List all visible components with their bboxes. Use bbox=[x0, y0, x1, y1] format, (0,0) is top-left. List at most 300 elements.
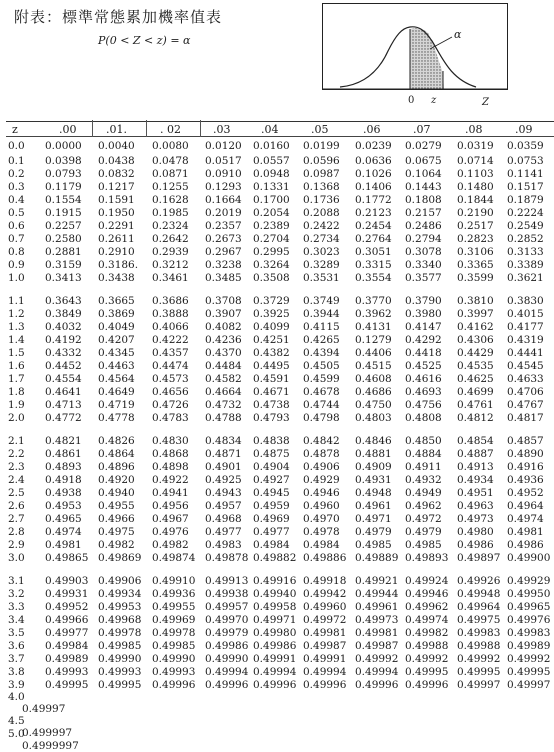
table-cell: 0.49900 bbox=[507, 552, 551, 564]
table-cell: 0.49882 bbox=[253, 552, 297, 564]
table-cell: 0.1950 bbox=[98, 207, 135, 219]
table-cell: 0.3810 bbox=[457, 295, 494, 307]
table-cell: 0.4906 bbox=[303, 461, 340, 473]
row-z-value: 0.1 bbox=[8, 155, 25, 167]
table-cell: 0.3665 bbox=[98, 295, 135, 307]
table-cell: 0.0557 bbox=[253, 155, 290, 167]
table-cell: 0.49989 bbox=[507, 640, 551, 652]
table-cell: 0.4525 bbox=[405, 360, 442, 372]
table-cell: 0.49986 bbox=[205, 640, 249, 652]
table-cell: 0.1915 bbox=[45, 207, 82, 219]
row-z-value: 3.5 bbox=[8, 627, 25, 639]
table-cell: 0.4929 bbox=[303, 474, 340, 486]
table-cell: 0.4968 bbox=[205, 513, 242, 525]
table-cell: 0.4964 bbox=[507, 500, 544, 512]
table-cell: 0.2939 bbox=[152, 246, 189, 258]
table-cell: 0.49994 bbox=[355, 666, 399, 678]
table-cell: 0.4812 bbox=[457, 412, 494, 424]
table-cell: 0.4591 bbox=[253, 373, 290, 385]
table-cell: 0.4535 bbox=[457, 360, 494, 372]
table-cell: 0.49995 bbox=[98, 679, 142, 691]
normal-curve-figure bbox=[322, 3, 508, 108]
table-cell: 0.49981 bbox=[303, 627, 347, 639]
table-cell: 0.4857 bbox=[507, 435, 544, 447]
table-cell: 0.4941 bbox=[152, 487, 189, 499]
table-cell: 0.49981 bbox=[355, 627, 399, 639]
table-cell: 0.4793 bbox=[253, 412, 290, 424]
table-cell: 0.4382 bbox=[253, 347, 290, 359]
table-cell: 0.49918 bbox=[303, 575, 347, 587]
table-cell: 0.4236 bbox=[205, 334, 242, 346]
row-z-value: 2.8 bbox=[8, 526, 25, 538]
table-cell: 0.49996 bbox=[303, 679, 347, 691]
row-z-value: 1.1 bbox=[8, 295, 25, 307]
table-cell: 0.2673 bbox=[205, 233, 242, 245]
table-cell: 0.4970 bbox=[303, 513, 340, 525]
table-cell: 0.4495 bbox=[253, 360, 290, 372]
row-z-value: 2.5 bbox=[8, 487, 25, 499]
table-cell: 0.4850 bbox=[405, 435, 442, 447]
table-cell: 0.4875 bbox=[253, 448, 290, 460]
row-z-value: 2.4 bbox=[8, 474, 25, 486]
table-cell: 0.1293 bbox=[205, 181, 242, 193]
header-separator bbox=[146, 120, 147, 137]
table-cell: 0.2967 bbox=[205, 246, 242, 258]
page-title: 附表：標準常態累加機率值表 bbox=[14, 8, 223, 26]
table-cell: 0.4893 bbox=[45, 461, 82, 473]
table-cell: 0.4699 bbox=[457, 386, 494, 398]
table-cell: 0.1736 bbox=[303, 194, 340, 206]
table-cell: 0.49893 bbox=[405, 552, 449, 564]
table-cell: 0.4920 bbox=[98, 474, 135, 486]
table-cell: 0.49997 bbox=[507, 679, 551, 691]
table-cell: 0.4222 bbox=[152, 334, 189, 346]
table-cell: 0.4429 bbox=[457, 347, 494, 359]
table-cell: 0.2454 bbox=[355, 220, 392, 232]
table-cell: 0.2910 bbox=[98, 246, 135, 258]
column-header: .09 bbox=[515, 123, 533, 136]
table-cell: 0.4936 bbox=[507, 474, 544, 486]
table-cell: 0.4162 bbox=[457, 321, 494, 333]
table-cell: 0.4332 bbox=[45, 347, 82, 359]
table-cell: 0.4983 bbox=[205, 539, 242, 551]
column-header: .03 bbox=[213, 123, 231, 136]
table-cell: 0.4418 bbox=[405, 347, 442, 359]
table-cell: 0.1628 bbox=[152, 194, 189, 206]
table-cell: 0.4949 bbox=[405, 487, 442, 499]
table-cell: 0.3621 bbox=[507, 272, 544, 284]
table-cell: 0.4884 bbox=[405, 448, 442, 460]
table-cell: 0.0359 bbox=[507, 140, 544, 152]
table-cell: 0.49960 bbox=[303, 601, 347, 613]
table-cell: 0.49991 bbox=[253, 653, 297, 665]
table-cell: 0.4846 bbox=[355, 435, 392, 447]
table-cell: 0.49996 bbox=[205, 679, 249, 691]
table-cell: 0.49938 bbox=[205, 588, 249, 600]
row-z-value: 0.8 bbox=[8, 246, 25, 258]
table-cell: 0.4192 bbox=[45, 334, 82, 346]
table-cell: 0.4678 bbox=[303, 386, 340, 398]
table-cell: 0.2088 bbox=[303, 207, 340, 219]
table-cell: 0.4406 bbox=[355, 347, 392, 359]
table-cell: 0.2422 bbox=[303, 220, 340, 232]
table-cell: 0.4980 bbox=[457, 526, 494, 538]
table-cell: 0.49990 bbox=[205, 653, 249, 665]
table-cell: 0.49924 bbox=[405, 575, 449, 587]
table-cell: 0.2823 bbox=[457, 233, 494, 245]
table-cell: 0.4868 bbox=[152, 448, 189, 460]
table-cell: 0.4981 bbox=[507, 526, 544, 538]
table-cell: 0.4756 bbox=[405, 399, 442, 411]
row-z-value: 1.7 bbox=[8, 373, 25, 385]
table-cell: 0.49972 bbox=[303, 614, 347, 626]
row-z-value: 2.3 bbox=[8, 461, 25, 473]
row-z-value: 1.8 bbox=[8, 386, 25, 398]
table-cell: 0.4974 bbox=[507, 513, 544, 525]
table-cell: 0.4049 bbox=[98, 321, 135, 333]
header-separator bbox=[92, 120, 93, 137]
table-cell: 0.4985 bbox=[355, 539, 392, 551]
table-cell: 0.0319 bbox=[457, 140, 494, 152]
table-cell: 0.49992 bbox=[405, 653, 449, 665]
table-cell: 0.4999997 bbox=[22, 740, 79, 752]
table-cell: 0.4984 bbox=[253, 539, 290, 551]
Z-axis-label: Z bbox=[482, 97, 489, 108]
table-cell: 0.4641 bbox=[45, 386, 82, 398]
table-cell: 0.0398 bbox=[45, 155, 82, 167]
zero-label: 0 bbox=[408, 95, 415, 106]
table-cell: 0.49996 bbox=[405, 679, 449, 691]
table-cell: 0.49929 bbox=[507, 575, 551, 587]
table-cell: 0.49977 bbox=[45, 627, 89, 639]
table-cell: 0.49961 bbox=[355, 601, 399, 613]
table-cell: 0.2580 bbox=[45, 233, 82, 245]
header-bottom-rule bbox=[6, 136, 554, 137]
column-header: .08 bbox=[465, 123, 483, 136]
table-cell: 0.3106 bbox=[457, 246, 494, 258]
table-cell: 0.4904 bbox=[253, 461, 290, 473]
table-cell: 0.4838 bbox=[253, 435, 290, 447]
table-cell: 0.4901 bbox=[205, 461, 242, 473]
table-cell: 0.0120 bbox=[205, 140, 242, 152]
table-cell: 0.49992 bbox=[355, 653, 399, 665]
table-cell: 0.4545 bbox=[507, 360, 544, 372]
table-cell: 0.49985 bbox=[152, 640, 196, 652]
table-cell: 0.49874 bbox=[152, 552, 196, 564]
table-cell: 0.4767 bbox=[507, 399, 544, 411]
table-cell: 0.0910 bbox=[205, 168, 242, 180]
table-cell: 0.4131 bbox=[355, 321, 392, 333]
table-cell: 0.2123 bbox=[355, 207, 392, 219]
table-cell: 0.2291 bbox=[98, 220, 135, 232]
table-cell: 0.49996 bbox=[253, 679, 297, 691]
table-cell: 0.4177 bbox=[507, 321, 544, 333]
column-header: .01. bbox=[106, 123, 127, 136]
table-cell: 0.49982 bbox=[405, 627, 449, 639]
table-cell: 0.49869 bbox=[98, 552, 142, 564]
row-z-value: 1.5 bbox=[8, 347, 25, 359]
table-cell: 0.49969 bbox=[152, 614, 196, 626]
table-cell: 0.49953 bbox=[98, 601, 142, 613]
table-cell: 0.4582 bbox=[205, 373, 242, 385]
table-cell: 0.49983 bbox=[457, 627, 501, 639]
table-cell: 0.2324 bbox=[152, 220, 189, 232]
table-cell: 0.4946 bbox=[303, 487, 340, 499]
table-cell: 0.49991 bbox=[303, 653, 347, 665]
table-cell: 0.0636 bbox=[355, 155, 392, 167]
table-cell: 0.49931 bbox=[45, 588, 89, 600]
table-cell: 0.4979 bbox=[355, 526, 392, 538]
table-cell: 0.4927 bbox=[253, 474, 290, 486]
table-cell: 0.49987 bbox=[303, 640, 347, 652]
table-cell: 0.1879 bbox=[507, 194, 544, 206]
table-cell: 0.4864 bbox=[98, 448, 135, 460]
table-cell: 0.49995 bbox=[45, 679, 89, 691]
table-cell: 0.4505 bbox=[303, 360, 340, 372]
table-cell: 0.49942 bbox=[303, 588, 347, 600]
column-header: .05 bbox=[311, 123, 329, 136]
table-cell: 0.4961 bbox=[355, 500, 392, 512]
row-z-value: 0.4 bbox=[8, 194, 25, 206]
table-cell: 0.0438 bbox=[98, 155, 135, 167]
table-cell: 0.4032 bbox=[45, 321, 82, 333]
table-cell: 0.4778 bbox=[98, 412, 135, 424]
table-cell: 0.49916 bbox=[253, 575, 297, 587]
table-cell: 0.4830 bbox=[152, 435, 189, 447]
table-cell: 0.3238 bbox=[205, 259, 242, 271]
header-separator bbox=[200, 120, 201, 137]
row-z-value: 5.0 bbox=[8, 728, 25, 740]
table-cell: 0.4265 bbox=[303, 334, 340, 346]
table-cell: 0.4821 bbox=[45, 435, 82, 447]
table-cell: 0.4842 bbox=[303, 435, 340, 447]
table-cell: 0.0000 bbox=[45, 140, 82, 152]
z-label: z bbox=[431, 95, 437, 106]
table-cell: 0.4656 bbox=[152, 386, 189, 398]
table-cell: 0.49990 bbox=[152, 653, 196, 665]
column-header: .07 bbox=[413, 123, 431, 136]
table-cell: 0.4985 bbox=[405, 539, 442, 551]
row-z-value: 3.9 bbox=[8, 679, 25, 691]
table-cell: 0.3643 bbox=[45, 295, 82, 307]
table-cell: 0.4871 bbox=[205, 448, 242, 460]
table-cell: 0.49997 bbox=[457, 679, 501, 691]
table-cell: 0.49955 bbox=[152, 601, 196, 613]
column-header: .06 bbox=[363, 123, 381, 136]
table-cell: 0.1443 bbox=[405, 181, 442, 193]
table-cell: 0.3365 bbox=[457, 259, 494, 271]
table-cell: 0.1808 bbox=[405, 194, 442, 206]
table-cell: 0.4948 bbox=[355, 487, 392, 499]
table-cell: 0.2224 bbox=[507, 207, 544, 219]
table-cell: 0.4099 bbox=[253, 321, 290, 333]
table-cell: 0.1331 bbox=[253, 181, 290, 193]
table-cell: 0.4803 bbox=[355, 412, 392, 424]
table-cell: 0.3830 bbox=[507, 295, 544, 307]
column-header: . 02 bbox=[160, 123, 181, 136]
row-z-value: 0.5 bbox=[8, 207, 25, 219]
table-cell: 0.4370 bbox=[205, 347, 242, 359]
table-cell: 0.2190 bbox=[457, 207, 494, 219]
table-cell: 0.4854 bbox=[457, 435, 494, 447]
table-cell: 0.3962 bbox=[355, 308, 392, 320]
row-z-value: 3.1 bbox=[8, 575, 25, 587]
table-cell: 0.4932 bbox=[405, 474, 442, 486]
table-cell: 0.49910 bbox=[152, 575, 196, 587]
table-cell: 0.4608 bbox=[355, 373, 392, 385]
table-cell: 0.4982 bbox=[98, 539, 135, 551]
table-cell: 0.3997 bbox=[457, 308, 494, 320]
column-header: .04 bbox=[261, 123, 279, 136]
row-z-value: 4.0 bbox=[8, 691, 25, 703]
table-cell: 0.4732 bbox=[205, 399, 242, 411]
shaded-area bbox=[410, 28, 444, 89]
table-cell: 0.49994 bbox=[253, 666, 297, 678]
table-cell: 0.4977 bbox=[253, 526, 290, 538]
row-z-value: 3.7 bbox=[8, 653, 25, 665]
table-cell: 0.4890 bbox=[507, 448, 544, 460]
table-cell: 0.2019 bbox=[205, 207, 242, 219]
table-cell: 0.49993 bbox=[45, 666, 89, 678]
table-cell: 0.49970 bbox=[205, 614, 249, 626]
table-cell: 0.3438 bbox=[98, 272, 135, 284]
table-cell: 0.4686 bbox=[355, 386, 392, 398]
table-cell: 0.2054 bbox=[253, 207, 290, 219]
table-cell: 0.49980 bbox=[253, 627, 297, 639]
table-cell: 0.4066 bbox=[152, 321, 189, 333]
row-z-value: 0.7 bbox=[8, 233, 25, 245]
table-cell: 0.49966 bbox=[45, 614, 89, 626]
table-cell: 0.4251 bbox=[253, 334, 290, 346]
table-cell: 0.4887 bbox=[457, 448, 494, 460]
table-cell: 0.1844 bbox=[457, 194, 494, 206]
table-cell: 0.4981 bbox=[45, 539, 82, 551]
table-cell: 0.4878 bbox=[303, 448, 340, 460]
table-cell: 0.4599 bbox=[303, 373, 340, 385]
table-cell: 0.3554 bbox=[355, 272, 392, 284]
table-cell: 0.4940 bbox=[98, 487, 135, 499]
table-cell: 0.0714 bbox=[457, 155, 494, 167]
table-cell: 0.49995 bbox=[507, 666, 551, 678]
table-cell: 0.49936 bbox=[152, 588, 196, 600]
row-z-value: 1.3 bbox=[8, 321, 25, 333]
table-cell: 0.3907 bbox=[205, 308, 242, 320]
row-z-value: 1.0 bbox=[8, 272, 25, 284]
table-cell: 0.0987 bbox=[303, 168, 340, 180]
table-cell: 0.1591 bbox=[98, 194, 135, 206]
table-cell: 0.0871 bbox=[152, 168, 189, 180]
table-cell: 0.4979 bbox=[405, 526, 442, 538]
table-cell: 0.4826 bbox=[98, 435, 135, 447]
table-cell: 0.49979 bbox=[205, 627, 249, 639]
table-cell: 0.3686 bbox=[152, 295, 189, 307]
table-cell: 0.0040 bbox=[98, 140, 135, 152]
table-cell: 0.4945 bbox=[253, 487, 290, 499]
table-cell: 0.0160 bbox=[253, 140, 290, 152]
table-cell: 0.1664 bbox=[205, 194, 242, 206]
table-cell: 0.3212 bbox=[152, 259, 189, 271]
table-cell: 0.4452 bbox=[45, 360, 82, 372]
table-cell: 0.4671 bbox=[253, 386, 290, 398]
table-cell: 0.4957 bbox=[205, 500, 242, 512]
table-cell: 0.0948 bbox=[253, 168, 290, 180]
row-z-value: 3.8 bbox=[8, 666, 25, 678]
table-cell: 0.49950 bbox=[507, 588, 551, 600]
table-cell: 0.4984 bbox=[303, 539, 340, 551]
table-cell: 0.4975 bbox=[98, 526, 135, 538]
table-cell: 0.1480 bbox=[457, 181, 494, 193]
table-cell: 0.3485 bbox=[205, 272, 242, 284]
table-cell: 0.49994 bbox=[205, 666, 249, 678]
row-z-value: 3.2 bbox=[8, 588, 25, 600]
table-cell: 0.4943 bbox=[205, 487, 242, 499]
table-cell: 0.0080 bbox=[152, 140, 189, 152]
row-z-value: 1.2 bbox=[8, 308, 25, 320]
table-cell: 0.4931 bbox=[355, 474, 392, 486]
table-cell: 0.4474 bbox=[152, 360, 189, 372]
table-cell: 0.4319 bbox=[507, 334, 544, 346]
table-cell: 0.3340 bbox=[405, 259, 442, 271]
table-cell: 0.49913 bbox=[205, 575, 249, 587]
table-cell: 0.4861 bbox=[45, 448, 82, 460]
row-z-value: 1.4 bbox=[8, 334, 25, 346]
table-cell: 0.1279 bbox=[355, 334, 392, 346]
table-cell: 0.0753 bbox=[507, 155, 544, 167]
table-cell: 0.4972 bbox=[405, 513, 442, 525]
table-cell: 0.4959 bbox=[253, 500, 290, 512]
table-cell: 0.3729 bbox=[253, 295, 290, 307]
table-cell: 0.49985 bbox=[98, 640, 142, 652]
column-header: .00 bbox=[59, 123, 77, 136]
table-cell: 0.4306 bbox=[457, 334, 494, 346]
table-cell: 0.0596 bbox=[303, 155, 340, 167]
table-cell: 0.3264 bbox=[253, 259, 290, 271]
table-cell: 0.49921 bbox=[355, 575, 399, 587]
table-cell: 0.4911 bbox=[405, 461, 442, 473]
table-cell: 0.1217 bbox=[98, 181, 135, 193]
table-cell: 0.4719 bbox=[98, 399, 135, 411]
table-cell: 0.4969 bbox=[253, 513, 290, 525]
table-cell: 0.49996 bbox=[355, 679, 399, 691]
table-cell: 0.4649 bbox=[98, 386, 135, 398]
table-cell: 0.49984 bbox=[45, 640, 89, 652]
table-cell: 0.4916 bbox=[507, 461, 544, 473]
table-cell: 0.4973 bbox=[457, 513, 494, 525]
table-cell: 0.49988 bbox=[457, 640, 501, 652]
table-cell: 0.3531 bbox=[303, 272, 340, 284]
table-cell: 0.49968 bbox=[98, 614, 142, 626]
table-cell: 0.49994 bbox=[303, 666, 347, 678]
table-cell: 0.4817 bbox=[507, 412, 544, 424]
row-z-value: 2.0 bbox=[8, 412, 25, 424]
table-cell: 0.3078 bbox=[405, 246, 442, 258]
alpha-label: α bbox=[454, 28, 462, 41]
table-cell: 0.3888 bbox=[152, 308, 189, 320]
table-cell: 0.4938 bbox=[45, 487, 82, 499]
table-cell: 0.3770 bbox=[355, 295, 392, 307]
table-cell: 0.3869 bbox=[98, 308, 135, 320]
table-cell: 0.4963 bbox=[457, 500, 494, 512]
table-cell: 0.49993 bbox=[98, 666, 142, 678]
table-cell: 0.49986 bbox=[253, 640, 297, 652]
table-cell: 0.49987 bbox=[355, 640, 399, 652]
table-cell: 0.4960 bbox=[303, 500, 340, 512]
table-cell: 0.49978 bbox=[98, 627, 142, 639]
table-cell: 0.49975 bbox=[457, 614, 501, 626]
table-cell: 0.49993 bbox=[152, 666, 196, 678]
table-cell: 0.4713 bbox=[45, 399, 82, 411]
row-z-value: 1.6 bbox=[8, 360, 25, 372]
